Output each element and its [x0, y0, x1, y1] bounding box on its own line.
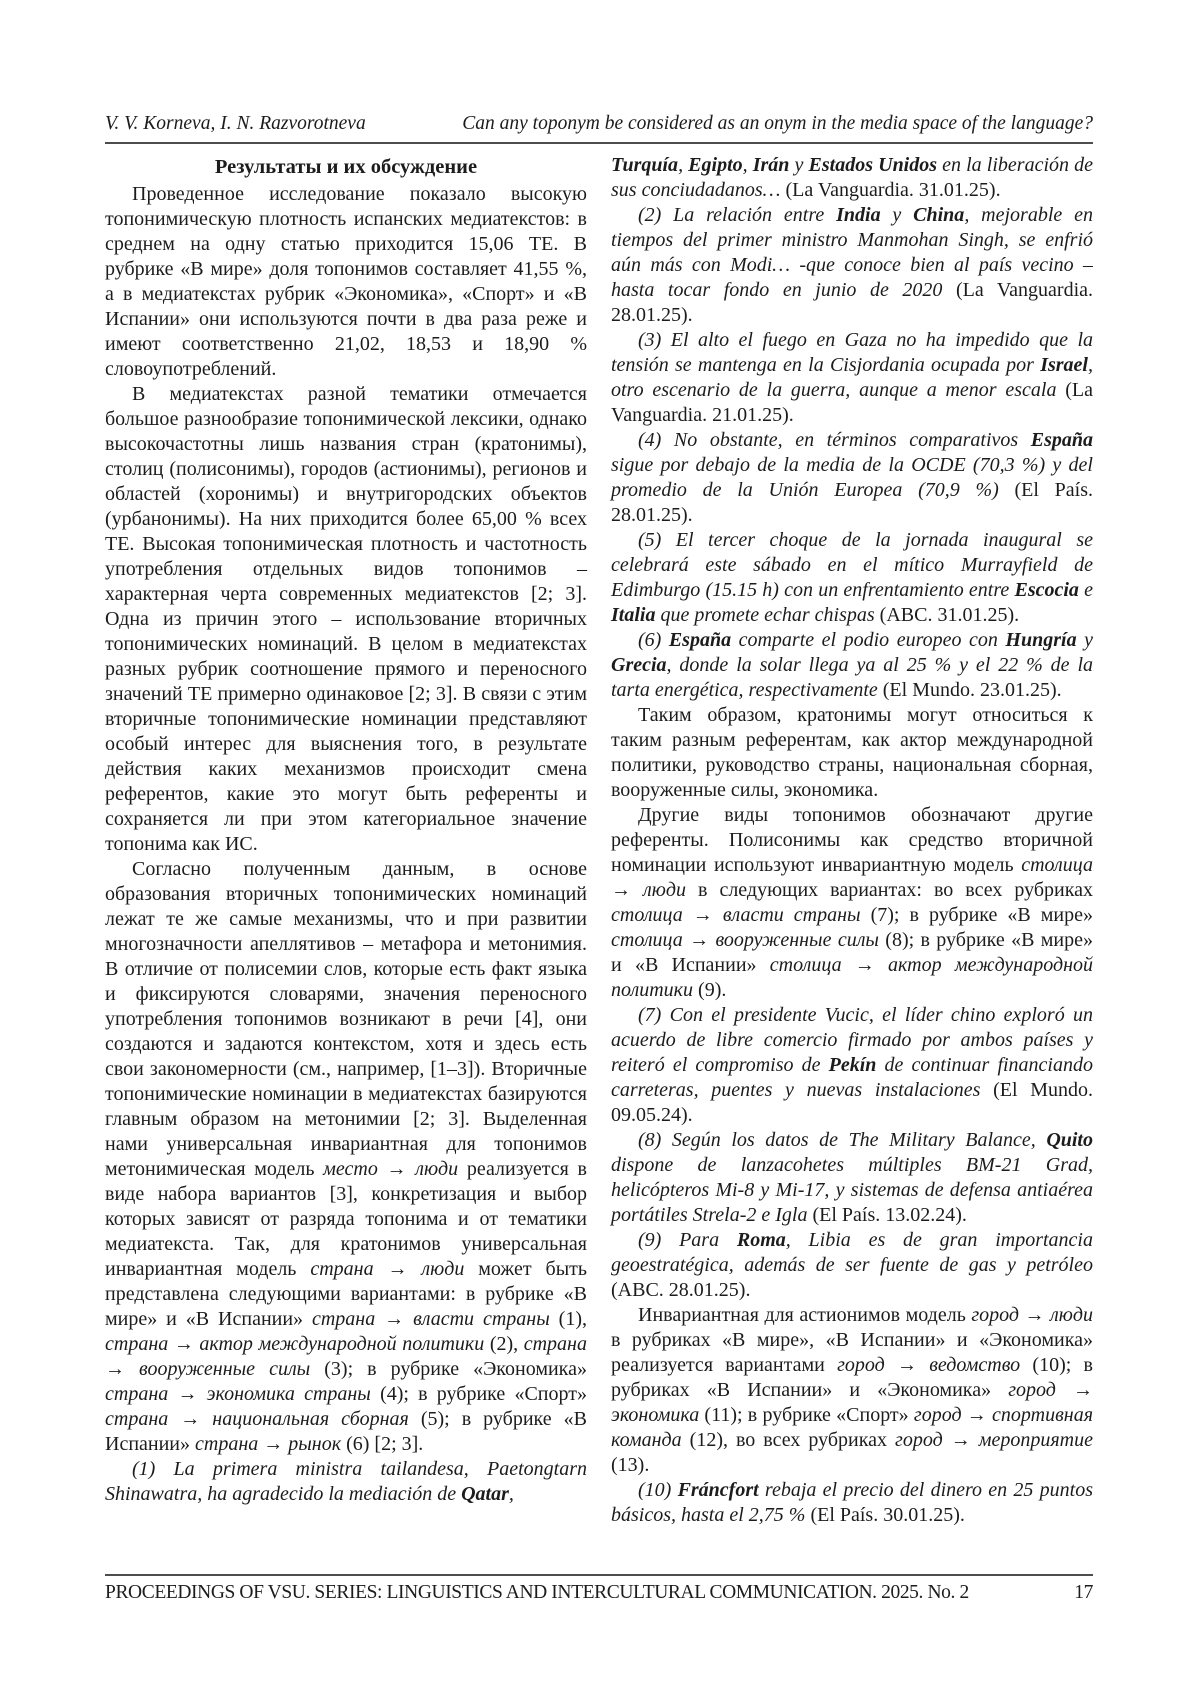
text-run: В медиатекстах разной тематики отмечается большое разнообразие топонимической лексики, однако высокочастотны лишь названия стран (кратонимы), столиц (полисонимы), городов (астионимы), регионов и областей (хоронимы) и внутригородских объектов (урбанонимы). На них приходится более 65,00 % всех ТЕ. Высокая топонимическая плотность и частотность употребления отдельных видов топонимов – характерная черта современных медиатекстов [2; 3]. Одна из причин этого – использование вторичных топонимических номинаций. В целом в медиатекстах разных рубрик соотношение прямого и переносного значений ТЕ примерно одинаковое [2; 3]. В связи с этим вторичные топонимические номинации представляют особый интерес для выяснения того, в результате действия каких механизмов происходит смена референтов, какие это могут быть референты и сохраняется ли при этом категориальное значение топонима как ИС. [105, 383, 587, 855]
text-run: Escocia [1014, 579, 1079, 601]
text-run: (9). [693, 979, 727, 1001]
running-header [105, 112, 1093, 136]
text-run: (La Vanguardia. 28.01.25). [611, 279, 1093, 326]
paragraph [611, 1228, 1093, 1303]
text-run: (El Mundo. 23.01.25). [882, 679, 1062, 701]
text-run: Quito [1046, 1129, 1093, 1151]
header-rule [105, 142, 1093, 144]
paragraph [105, 182, 587, 382]
text-run: (El País. 28.01.25). [611, 479, 1093, 526]
text-run: (7) Con el presidente Vucic, el líder chino exploró un acuerdo de libre comercio firmado por ambos países y reiteró el compromiso de [611, 1004, 1093, 1076]
text-run: (10); в рубриках «В Испании» и «Экономика» [611, 1354, 1093, 1401]
paragraph [611, 528, 1093, 628]
text-run: (El País. 30.01.25). [810, 1504, 965, 1526]
text-run: (ABC. 28.01.25). [611, 1279, 751, 1301]
text-run: (ABC. 31.01.25). [879, 604, 1020, 626]
text-run: (2), [484, 1333, 524, 1355]
paragraph [611, 1128, 1093, 1228]
text-run: y [789, 154, 809, 176]
text-run: , [678, 154, 689, 176]
text-run: , otro escenario de la guerra, aunque a menor escala [611, 354, 1093, 401]
text-run: (11); в рубрике «Спорт» [699, 1404, 914, 1426]
paragraph [611, 203, 1093, 328]
page-number: 17 [1074, 1582, 1093, 1603]
text-run: Проведенное исследование показало высокую топонимическую плотность испанских медиатекстов: в среднем на одну статью приходится 15,06 ТЕ. В рубрике «В мире» доля топонимов составляет 41,55 %, а в медиатекстах рубрик «Экономика», «Спорт» и «В Испании» они используются почти в два раза реже и имеют соответственно 21,02, 18,53 и 18,90 % словоупотреблений. [105, 183, 587, 380]
text-run: (6) [638, 629, 669, 651]
text-run: Egipto [688, 154, 743, 176]
text-run: y [1076, 629, 1093, 651]
text-run: e [1078, 579, 1093, 601]
text-run: (8); в рубрике «В мире» и «В Испании» [611, 929, 1093, 976]
text-run: город → спортивная команда [611, 1404, 1093, 1451]
text-run: sigue por debajo de la media de la OCDE (70,3 %) y del promedio de la Unión Europea (70,9 %) [611, 454, 1093, 501]
paragraph [611, 628, 1093, 703]
paragraph [611, 703, 1093, 803]
text-run: город → ведомство [837, 1354, 1021, 1376]
text-run: Grecia [611, 654, 667, 676]
text-run: страна → экономика страны [105, 1383, 371, 1405]
text-run: страна → власти страны [311, 1308, 550, 1330]
text-run: Irán [752, 154, 790, 176]
text-run: (La Vanguardia. 31.01.25). [785, 179, 1001, 201]
text-run: , [508, 1483, 514, 1505]
text-run: Turquía [611, 154, 679, 176]
text-run: реализуется в виде набора вариантов [3], конкретизация и выбор которых зависят от разряда топонима и от тематики медиатекста. Так, для кратонимов универсальная инвариантная модель [105, 1158, 587, 1280]
text-run: Инвариантная для астионимов модель [638, 1304, 972, 1326]
text-run: Italia [611, 604, 656, 626]
text-run: Другие виды топонимов обозначают другие референты. Полисонимы как средство вторичной номинации используют инвариантную модель [611, 804, 1093, 876]
text-run: город → мероприятие [895, 1429, 1093, 1451]
text-run: (El País. 13.02.24). [812, 1204, 967, 1226]
text-run: страна → люди [310, 1258, 465, 1280]
text-run: comparte el podio europeo con [731, 629, 1006, 651]
text-run: город → экономика [611, 1379, 1093, 1426]
text-run: страна → актор международной политики [105, 1333, 485, 1355]
text-run: , mejorable en tiempos del primer ministro Manmohan Singh, se enfrió aún más con Modi… -que conoce bien al país vecino – hasta tocar fondo en junio de 2020 [611, 204, 1093, 301]
text-run: в следующих вариантах: во всех рубриках [685, 879, 1093, 901]
text-run: (5) El tercer choque de la jornada inaugural se celebrará este sábado en el mítico Murrayfield de Edimburgo (15.15 h) con un enfrentamiento entre [611, 529, 1093, 601]
text-run: (3) El alto el fuego en Gaza no ha impedido que la tensión se mantenga en la Cisjordania ocupada por [611, 329, 1093, 376]
page-footer [105, 1568, 1093, 1605]
text-run: Таким образом, кратонимы могут относиться к таким разным референтам, как актор международной политики, руководство страны, национальная сборная, вооруженные силы, экономика. [611, 704, 1093, 801]
section-heading [105, 154, 587, 180]
paragraph [611, 1003, 1093, 1128]
paragraph [611, 428, 1093, 528]
running-title: Can any toponym be considered as an onym in the media space of the language? [462, 113, 1093, 134]
text-run: столица → люди [611, 854, 1093, 901]
paragraph [105, 382, 587, 857]
text-run: страна → рынок [195, 1433, 342, 1455]
text-run: y [880, 204, 914, 226]
text-run: (5); в рубрике «В Испании» [105, 1408, 587, 1455]
text-run: страна → национальная сборная [105, 1408, 409, 1430]
text-run: (La Vanguardia. 21.01.25). [611, 379, 1093, 426]
footer-rule [105, 1574, 1093, 1576]
text-run: город → люди [971, 1304, 1093, 1326]
text-run: dispone de lanzacohetes múltiples BM-21 Grad, helicópteros Mi-8 y Mi-17, y sistemas de defensa antiaérea portátiles Strela-2 e Igla [611, 1154, 1093, 1226]
article-body [105, 153, 1093, 1565]
text-run: Согласно полученным данным, в основе образования вторичных топонимических номинаций лежат те же самые механизмы, что и при развитии многозначности апеллятивов – метафора и метонимия. В отличие от полисемии слов, которые есть факт языка и фиксируются словарями, значения переносного употребления топонимов возникают в речи [4], они создаются и задаются контекстом, хотя и здесь есть свои закономерности (см., например, [1–3]). Вторичные топонимические номинации в медиатекстах базируются главным образом на метонимии [2; 3]. Выделенная нами универсальная инвариантная для топонимов метонимическая модель [105, 858, 587, 1180]
text-run: Hungría [1005, 629, 1077, 651]
text-run: (1) La primera ministra tailandesa, Paetongtarn Shinawatra, ha agradecido la mediación de [105, 1458, 587, 1505]
text-run: (4) No obstante, en términos comparativos [638, 429, 1031, 451]
text-run: в рубриках «В мире», «В Испании» и «Экономика» реализуется вариантами [611, 1329, 1093, 1376]
paragraph [105, 1457, 587, 1507]
text-run: (El Mundo. 09.05.24). [611, 1079, 1093, 1126]
text-run: Fráncfort [677, 1479, 759, 1501]
text-run: место → люди [323, 1158, 459, 1180]
text-run: столица → вооруженные силы [611, 929, 879, 951]
paper-page [105, 0, 1093, 1697]
text-run: (12), во всех рубриках [681, 1429, 896, 1451]
text-run: que promete echar chispas [655, 604, 880, 626]
text-run: столица → власти страны [611, 904, 861, 926]
text-run: , Libia es de gran importancia geoestratégica, además de ser fuente de gas y petróleo [611, 1229, 1093, 1276]
text-run: (2) La relación entre [638, 204, 837, 226]
text-run: (4); в рубрике «Спорт» [370, 1383, 587, 1405]
text-run: , [742, 154, 753, 176]
text-run: (1), [549, 1308, 587, 1330]
text-run: (10) [638, 1479, 678, 1501]
running-authors: V. V. Korneva, I. N. Razvorotneva [105, 113, 366, 134]
text-run: (13). [611, 1454, 650, 1476]
paragraph [611, 1478, 1093, 1528]
text-run: España [668, 629, 732, 651]
text-run: (6) [2; 3]. [341, 1433, 424, 1455]
text-run: (7); в рубрике «В мире» [860, 904, 1093, 926]
text-run: Pekín [828, 1054, 877, 1076]
text-run: Roma [736, 1229, 786, 1251]
paragraph [611, 328, 1093, 428]
paragraph [105, 857, 587, 1457]
paragraph [611, 153, 1093, 203]
text-run: China [913, 204, 965, 226]
text-run: , donde la solar llega ya al 25 % y el 22 % de la tarta energética, respectivamente [611, 654, 1093, 701]
text-run: (9) Para [638, 1229, 737, 1251]
text-run: Qatar [461, 1483, 509, 1505]
text-run: en la liberación de sus conciudadanos… [611, 154, 1093, 201]
left-column [105, 153, 587, 1565]
text-run: может быть представлена следующими вариантами: в рубрике «В мире» и «В Испании» [105, 1258, 587, 1330]
text-run: столица → актор международной политики [611, 954, 1093, 1001]
text-run: (3); в рубрике «Экономика» [310, 1358, 587, 1380]
text-run: Israel [1040, 354, 1088, 376]
text-run: Результаты и их обсуждение [214, 156, 478, 178]
paragraph [611, 1303, 1093, 1478]
journal-line: PROCEEDINGS OF VSU. SERIES: LINGUISTICS AND INTERCULTURAL COMMUNICATION. 2025. No. 2 [105, 1582, 969, 1603]
text-run: España [1030, 429, 1093, 451]
paragraph [611, 803, 1093, 1003]
text-run: страна → вооруженные силы [105, 1333, 587, 1380]
text-run: de continuar financiando carreteras, puentes y nuevas instalaciones [611, 1054, 1093, 1101]
text-run: Estados Unidos [808, 154, 938, 176]
text-run: India [836, 204, 881, 226]
right-column [611, 153, 1093, 1565]
text-run: (8) Según los datos de The Military Balance, [638, 1129, 1047, 1151]
text-run: rebaja el precio del dinero en 25 puntos básicos, hasta el 2,75 % [611, 1479, 1093, 1526]
